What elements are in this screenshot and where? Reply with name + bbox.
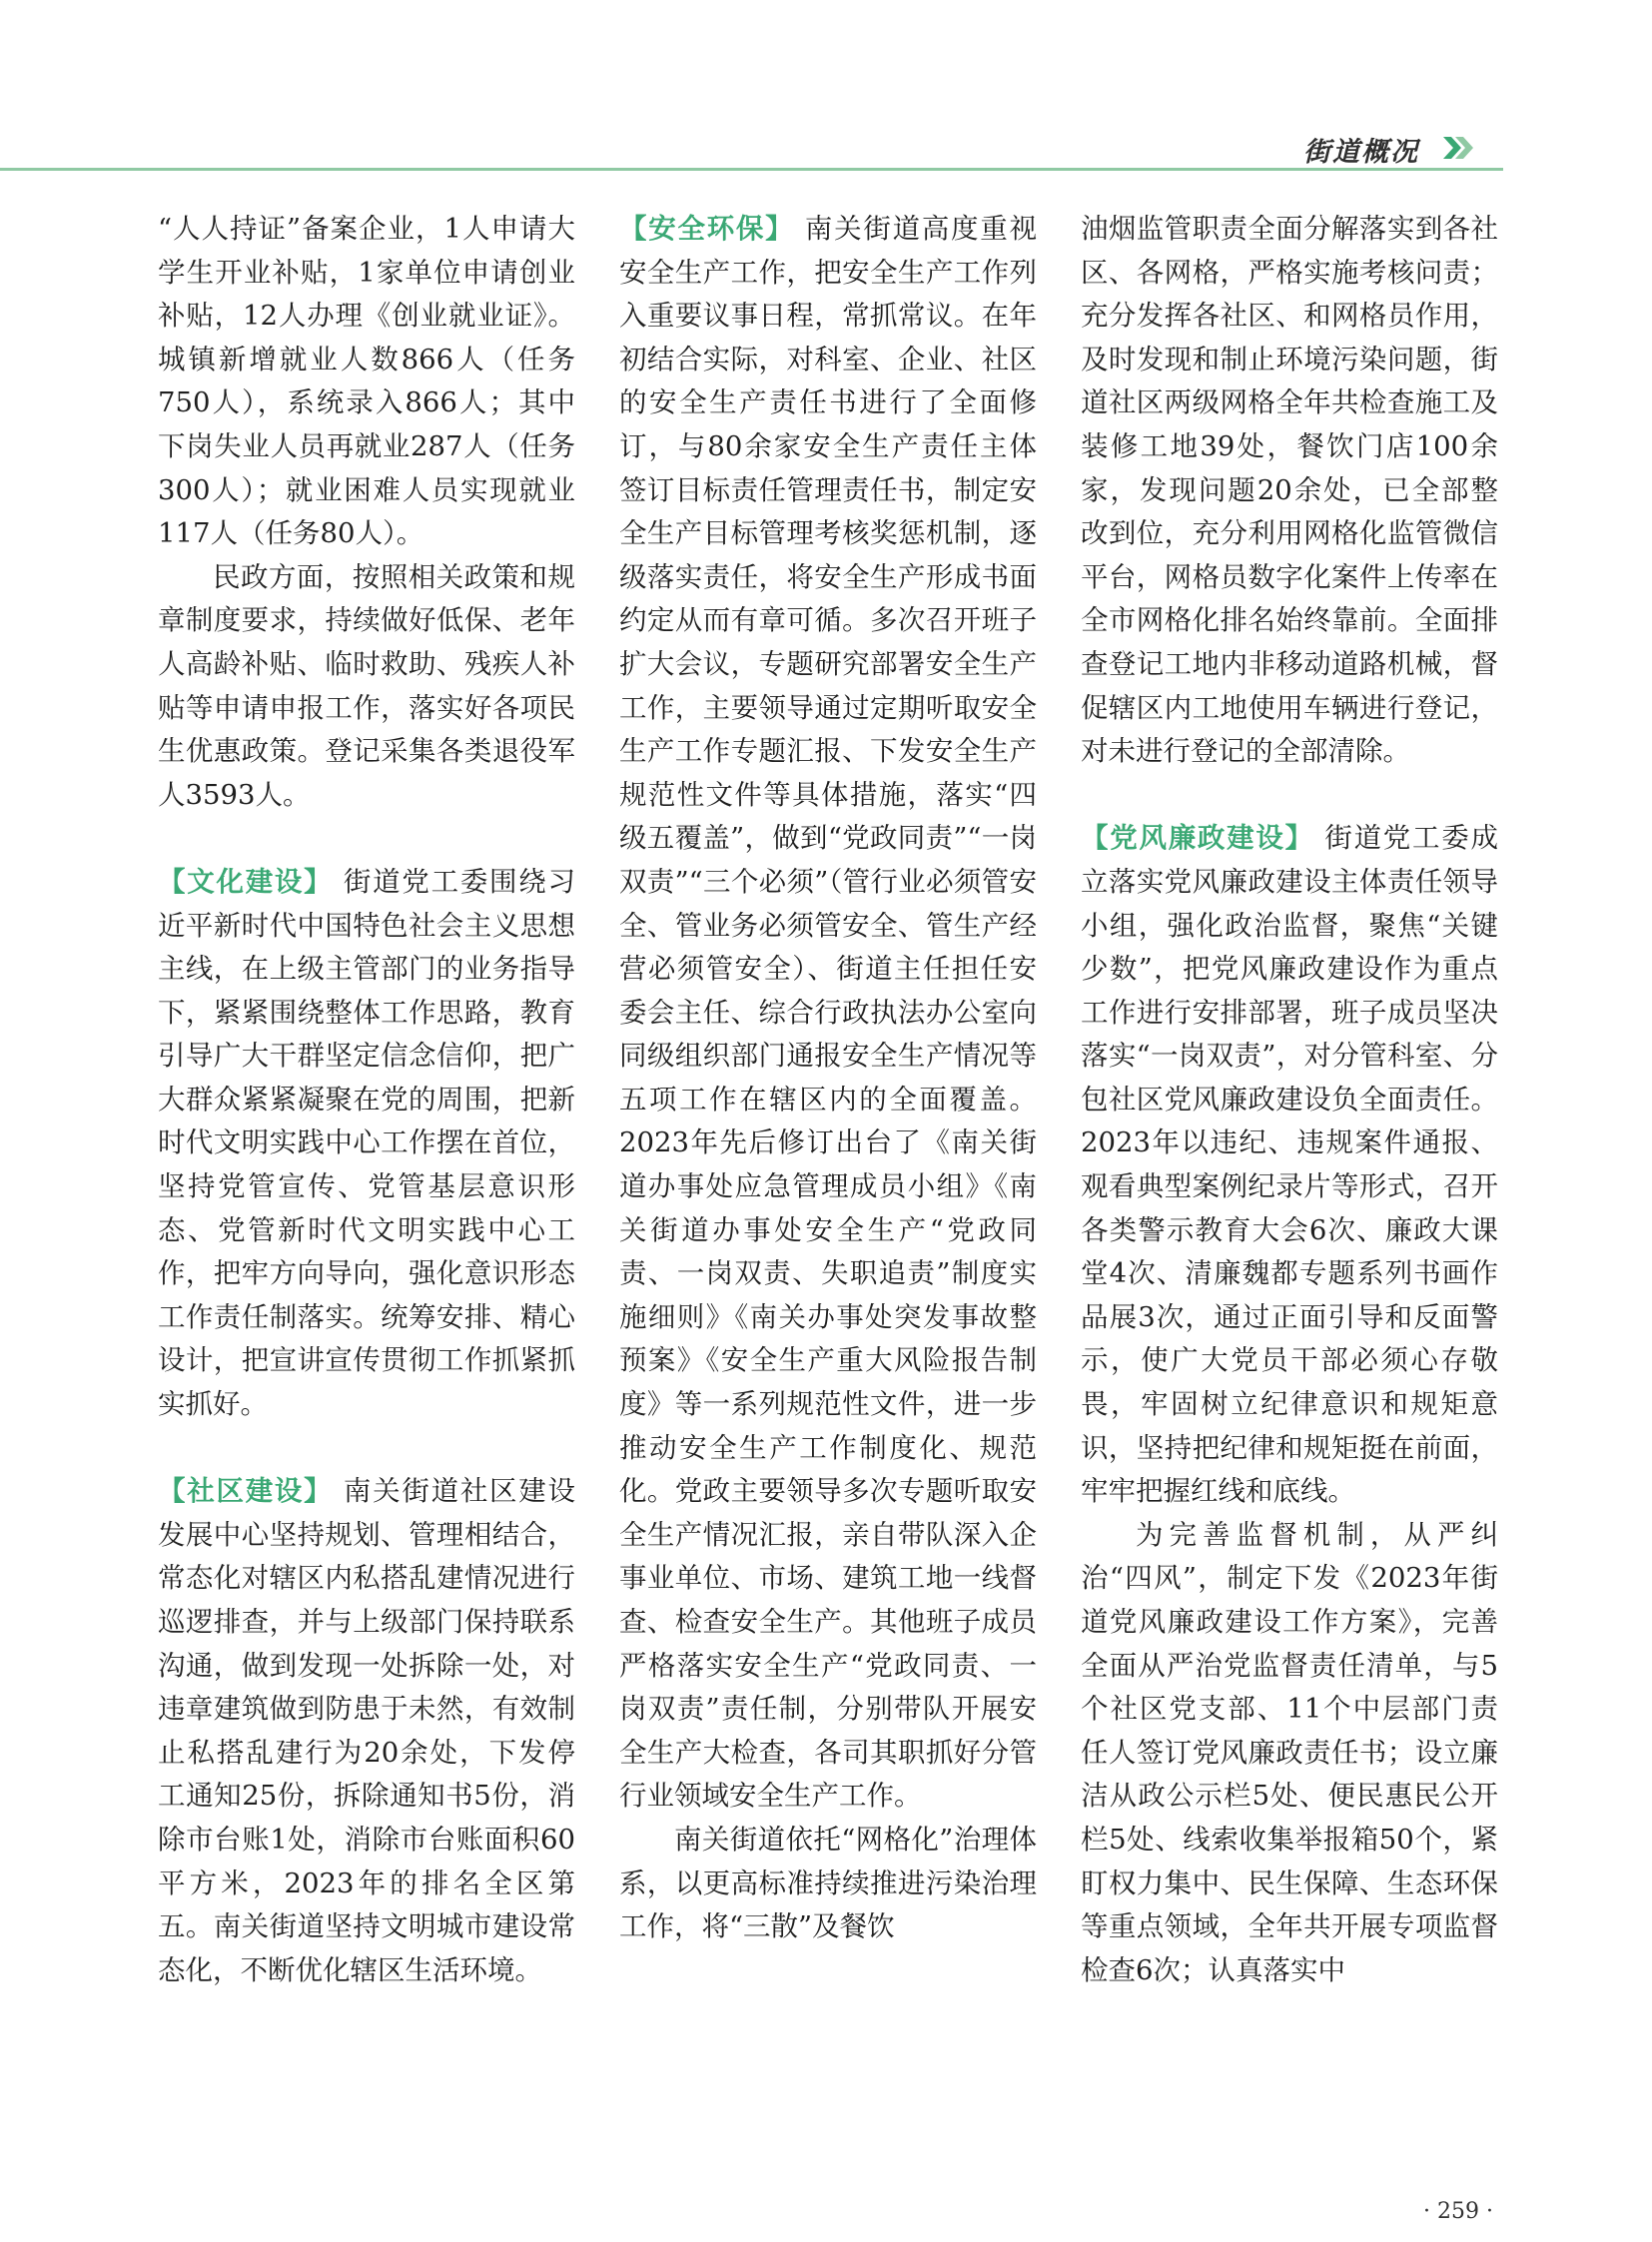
safety-tag: 【安全环保】	[619, 213, 795, 245]
safety-paragraph	[619, 208, 1037, 1819]
community-text: 南关街道社区建设发展中心坚持规划、管理相结合，常态化对辖区内私搭乱建情况进行巡逻排查，并与上级部门保持联系沟通，做到发现一处拆除一处，对违章建筑做到防患于未然，有效制止私搭乱建行为20余处，下发停工通知25份，拆除通知书5份，消除市台账1处，消除市台账面积60平方米，2023年的排名全区第五。南关街道坚持文明城市建设常态化，不断优化辖区生活环境。	[158, 1475, 576, 1986]
community-paragraph	[158, 1470, 575, 1992]
integrity-paragraph	[1081, 817, 1498, 1514]
column-middle	[619, 208, 1037, 1949]
double-chevron-right-icon	[1441, 135, 1477, 161]
culture-text: 街道党工委围绕习近平新时代中国特色社会主义思想主线，在上级主管部门的业务指导下，紧紧围绕整体工作思路，教育引导广大干群坚定信念信仰，把广大群众紧紧凝聚在党的周围，把新时代文明实践中心工作摆在首位，坚持党管宣传、党管基层意识形态、党管新时代文明实践中心工作，把牢方向导向，强化意识形态工作责任制落实。统筹安排、精心设计，把宣讲宣传贯彻工作抓紧抓实抓好。	[158, 865, 576, 1421]
safety-text: 南关街道高度重视安全生产工作，把安全生产工作列入重要议事日程，常抓常议。在年初结合实际，对科室、企业、社区的安全生产责任书进行了全面修订，与80余家安全生产责任主体签订目标责任管理责任书，制定安全生产目标管理考核奖惩机制，逐级落实责任，将安全生产形成书面约定从而有章可循。多次召开班子扩大会议，专题研究部署安全生产工作，主要领导通过定期听取安全生产工作专题汇报、下发安全生产规范性文件等具体措施，落实“四级五覆盖”，做到“党政同责”“一岗双责”“三个必须”（管行业必须管安全、管业务必须管安全、管生产经营必须管安全）、街道主任担任安委会主任、综合行政执法办公室向同级组织部门通报安全生产情况等五项工作在辖区内的全面覆盖。2023年先后修订出台了《南关街道办事处应急管理成员小组》《南关街道办事处安全生产“党政同责、一岗双责、失职追责”制度实施细则》《南关办事处突发事故整预案》《安全生产重大风险报告制度》等一系列规范性文件，进一步推动安全生产工作制度化、规范化。党政主要领导多次专题听取安全生产情况汇报，亲自带队深入企事业单位、市场、建筑工地一线督查、检查安全生产。其他班子成员严格落实安全生产“党政同责、一岗双责”责任制，分别带队开展安全生产大检查，各司其职抓好分管行业领域安全生产工作。	[619, 213, 1038, 1813]
culture-tag: 【文化建设】	[158, 865, 334, 898]
community-tag: 【社区建设】	[158, 1475, 334, 1508]
column-left	[158, 208, 575, 1992]
supervision-paragraph: 为完善监督机制，从严纠治“四风”，制定下发《2023年街道党风廉政建设工作方案》，完善全面从严治党监督责任清单，与5个社区党支部、11个中层部门责任人签订党风廉政责任书；设立廉洁从政公示栏5处、便民惠民公开栏5处、线索收集举报箱50个，紧盯权力集中、民生保障、生态环保等重点领域，全年共开展专项监督检查6次；认真落实中	[1081, 1518, 1498, 1986]
employment-paragraph: “人人持证”备案企业，1人申请大学生开业补贴，1家单位申请创业补贴，12人办理《创业就业证》。 城镇新增就业人数866人（任务750人），系统录入866人；其中下岗失业人员再就业287人（任务300人）；就业困难人员实现就业117人（任务80人）。	[158, 213, 575, 550]
grid-continued-paragraph: 油烟监管职责全面分解落实到各社区、各网格，严格实施考核问责；充分发挥各社区、和网格员作用，及时发现和制止环境污染问题，街道社区两级网格全年共检查施工及装修工地39处，餐饮门店100余家，发现问题20余处，已全部整改到位，充分利用网格化监管微信平台，网格员数字化案件上传率在全市网格化排名始终靠前。全面排查登记工地内非移动道路机械，督促辖区内工地使用车辆进行登记，对未进行登记的全部清除。	[1081, 213, 1498, 768]
header-rule	[0, 168, 1503, 171]
column-right	[1081, 208, 1498, 1992]
section-title: 街道概况	[1303, 137, 1419, 168]
integrity-text: 街道党工委成立落实党风廉政建设主体责任领导小组，强化政治监督，聚焦“关键少数”，把党风廉政建设作为重点工作进行安排部署，班子成员坚决落实“一岗双责”，对分管科室、分包社区党风廉政建设负全面责任。2023年以违纪、违规案件通报、观看典型案例纪录片等形式，召开各类警示教育大会6次、廉政大课堂4次、清廉魏都专题系列书画作品展3次，通过正面引导和反面警示，使广大党员干部必须心存敬畏，牢固树立纪律意识和规矩意识，坚持把纪律和规矩挺在前面，牢牢把握红线和底线。	[1081, 822, 1499, 1508]
integrity-tag: 【党风廉政建设】	[1081, 822, 1314, 855]
page-number: · 259 ·	[1423, 2199, 1493, 2224]
civil-affairs-paragraph: 民政方面，按照相关政策和规章制度要求，持续做好低保、老年人高龄补贴、临时救助、残疾人补贴等申请申报工作，落实好各项民生优惠政策。登记采集各类退役军人3593人。	[158, 560, 575, 811]
culture-paragraph	[158, 861, 575, 1427]
grid-paragraph: 南关街道依托“网格化”治理体系，以更高标准持续推进污染治理工作，将“三散”及餐饮	[619, 1823, 1037, 1943]
